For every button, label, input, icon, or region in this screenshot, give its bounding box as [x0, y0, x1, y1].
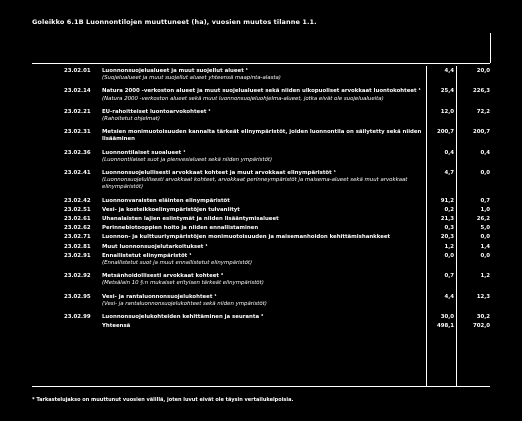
row-value-b: 1,4 — [480, 243, 490, 250]
row-value-a: 0,7 — [444, 273, 454, 280]
row-code: 23.02.95 — [64, 293, 91, 300]
row-description — [102, 198, 428, 205]
row-value-b: 0,0 — [480, 170, 490, 177]
table-row — [32, 68, 492, 82]
row-description — [102, 225, 428, 232]
table-bottom-rule — [32, 386, 490, 387]
row-code: 23.02.41 — [64, 170, 91, 177]
row-value-b: 0,7 — [480, 197, 490, 204]
row-description — [102, 129, 428, 143]
row-description-main: Muut luonnonsuojelutarkoitukset ¹ — [102, 243, 208, 250]
row-value-a: 200,7 — [436, 129, 454, 136]
row-description-main: Natura 2000 -verkoston alueet ja muut suojelualueet sekä niiden ulkopuoliset arvokkaat luontokohteet ¹ — [102, 88, 421, 95]
row-description-main: Luonnonsuojelullisesti arvokkaat kohteet ja muut arvokkaat elinympäristöt ¹ — [102, 170, 336, 177]
table-row — [32, 294, 492, 308]
row-description-note: (Metsälain 10 §:n mukaiset erityisen tärkeät elinympäristöt) — [102, 280, 264, 287]
row-value-a: 1,2 — [444, 243, 454, 250]
footnote: * Tarkastelujakso on muuttunut vuosien välillä, joten luvut eivät ole täysin vertailukelpoisia. — [32, 397, 294, 403]
row-description-note: (Ennallistetut suot ja muut ennallistetut elinympäristöt) — [102, 260, 253, 267]
row-value-a: 0,3 — [444, 225, 454, 232]
row-code: 23.02.62 — [64, 225, 91, 232]
table-row — [32, 150, 492, 164]
row-description-note: (Vesi- ja rantaluonnonsuojelukohteet sekä niiden ympäristöt) — [102, 300, 267, 307]
row-code: 23.02.36 — [64, 149, 91, 156]
table-row — [32, 314, 492, 321]
row-value-b: 26,2 — [476, 216, 490, 223]
table-row — [32, 253, 492, 267]
row-description-note: (Luonnonsuojelullisesti arvokkaat kohteet, arvokkaat perinneympäristöt ja maisema-alueet sekä muut arvokkaat elinympäristöt) — [102, 177, 408, 191]
row-value-b: 30,2 — [476, 314, 490, 321]
row-description-main: Luonnonsuojelualueet ja muut suojellut alueet ¹ — [102, 68, 249, 74]
row-value-b: 702,0 — [472, 323, 490, 330]
row-description — [102, 323, 428, 330]
row-value-a: 4,4 — [444, 293, 454, 300]
row-value-a: 0,4 — [444, 149, 454, 156]
row-description — [102, 170, 428, 192]
row-description-main: Ennallistetut elinympäristöt ¹ — [102, 252, 192, 259]
row-description — [102, 68, 428, 82]
row-description — [102, 273, 428, 287]
row-value-a: 0,2 — [444, 206, 454, 213]
row-value-b: 0,0 — [480, 234, 490, 241]
row-description-main: Luonnon- ja kulttuuriympäristöjen monimuotoisuuden ja maisemanhoidon kehittämishankkeet — [102, 234, 391, 241]
row-description-main: Vesi- ja kosteikkoelinympäristöjen tulvaniityt — [102, 206, 240, 213]
table-row — [32, 225, 492, 232]
row-value-b: 0,4 — [480, 149, 490, 156]
row-code: 23.02.51 — [64, 206, 91, 213]
row-description-main: EU-rahoitteiset luontoarvokohteet ¹ — [102, 108, 211, 115]
table-row — [32, 109, 492, 123]
header-divider — [490, 33, 491, 63]
column-divider-a — [426, 66, 427, 386]
row-description-main: Metsien monimuotoisuuden kannalta tärkeät elinympäristöt, joiden luonnontila on säilytetty sekä niiden lisääminen — [102, 129, 422, 143]
row-value-b: 12,3 — [476, 293, 490, 300]
row-value-b: 72,2 — [476, 108, 490, 115]
table-row — [32, 198, 492, 205]
row-code: 23.02.99 — [64, 314, 91, 321]
row-value-a: 4,4 — [444, 68, 454, 74]
row-code: 23.02.01 — [64, 68, 91, 74]
row-value-b: 0,0 — [480, 252, 490, 259]
row-code: 23.02.61 — [64, 216, 91, 223]
row-description-main: Luonnonsuojelukohteiden kehittäminen ja seuranta ² — [102, 314, 264, 321]
row-description — [102, 244, 428, 251]
row-description — [102, 234, 428, 241]
data-table — [32, 68, 492, 332]
row-code: 23.02.31 — [64, 129, 91, 136]
row-value-a: 4,7 — [444, 170, 454, 177]
row-description — [102, 207, 428, 214]
row-value-b: 1,0 — [480, 206, 490, 213]
row-description — [102, 216, 428, 223]
table-row — [32, 88, 492, 102]
row-value-a: 30,0 — [440, 314, 454, 321]
row-description-main: Luonnonvaraisten eläinten elinympäristöt — [102, 197, 230, 204]
table-row — [32, 170, 492, 192]
row-value-b: 5,0 — [480, 225, 490, 232]
table-top-rule — [32, 63, 490, 64]
row-code: 23.02.71 — [64, 234, 91, 241]
row-description-note: (Luonnontilaiset suot ja pienvesialueet sekä niiden ympäristöt) — [102, 156, 273, 163]
row-description-note: (Natura 2000 -verkoston alueet sekä muut luonnonsuojeluohjelma-alueet, jotka eivät ole suojelualueita) — [102, 95, 384, 102]
table-row — [32, 234, 492, 241]
row-code: 23.02.21 — [64, 108, 91, 115]
row-description — [102, 314, 428, 321]
row-value-b: 1,2 — [480, 273, 490, 280]
row-code: 23.02.14 — [64, 88, 91, 95]
row-description-main: Metsänhoidollisesti arvokkaat kohteet ² — [102, 273, 224, 280]
table-row — [32, 244, 492, 251]
row-code: 23.02.92 — [64, 273, 91, 280]
row-code: 23.02.81 — [64, 243, 91, 250]
row-value-b: 200,7 — [472, 129, 490, 136]
row-value-b: 226,3 — [472, 88, 490, 95]
row-code: 23.02.42 — [64, 197, 91, 204]
row-description — [102, 150, 428, 164]
row-description — [102, 294, 428, 308]
row-description-main: Vesi- ja rantaluonnonsuojelukohteet ¹ — [102, 293, 217, 300]
row-description-note: (Rahoitetut ohjelmat) — [102, 116, 160, 123]
row-description — [102, 88, 428, 102]
row-value-a: 25,4 — [440, 88, 454, 95]
row-code: 23.02.91 — [64, 252, 91, 259]
table-row — [32, 129, 492, 143]
document-title: Goleikko 6.1B Luonnontilojen muuttuneet (ha), vuosien muutos tilanne 1.1. — [32, 18, 317, 26]
row-description — [102, 253, 428, 267]
row-value-a: 91,2 — [440, 197, 454, 204]
row-value-a: 20,3 — [440, 234, 454, 241]
row-value-b: 20,0 — [476, 68, 490, 74]
row-description-main: Uhanalaisten lajien esiintymät ja niiden lisääntymisalueet — [102, 216, 279, 223]
row-description-main: Yhteensä — [102, 323, 131, 330]
table-row — [32, 216, 492, 223]
row-value-a: 12,0 — [440, 108, 454, 115]
table-row — [32, 207, 492, 214]
column-divider-b — [456, 66, 457, 386]
row-description-main: Luonnontilaiset suoalueet ¹ — [102, 149, 186, 156]
row-value-a: 0,0 — [444, 252, 454, 259]
row-description-main: Perinnebiotooppien hoito ja niiden ennallistaminen — [102, 225, 259, 232]
row-description-note: (Suojelualueet ja muut suojellut alueet yhteensä maapinta-alasta) — [102, 75, 281, 82]
table-row — [32, 323, 492, 330]
row-description — [102, 109, 428, 123]
table-row — [32, 273, 492, 287]
row-value-a: 21,3 — [440, 216, 454, 223]
row-value-a: 498,1 — [436, 323, 454, 330]
